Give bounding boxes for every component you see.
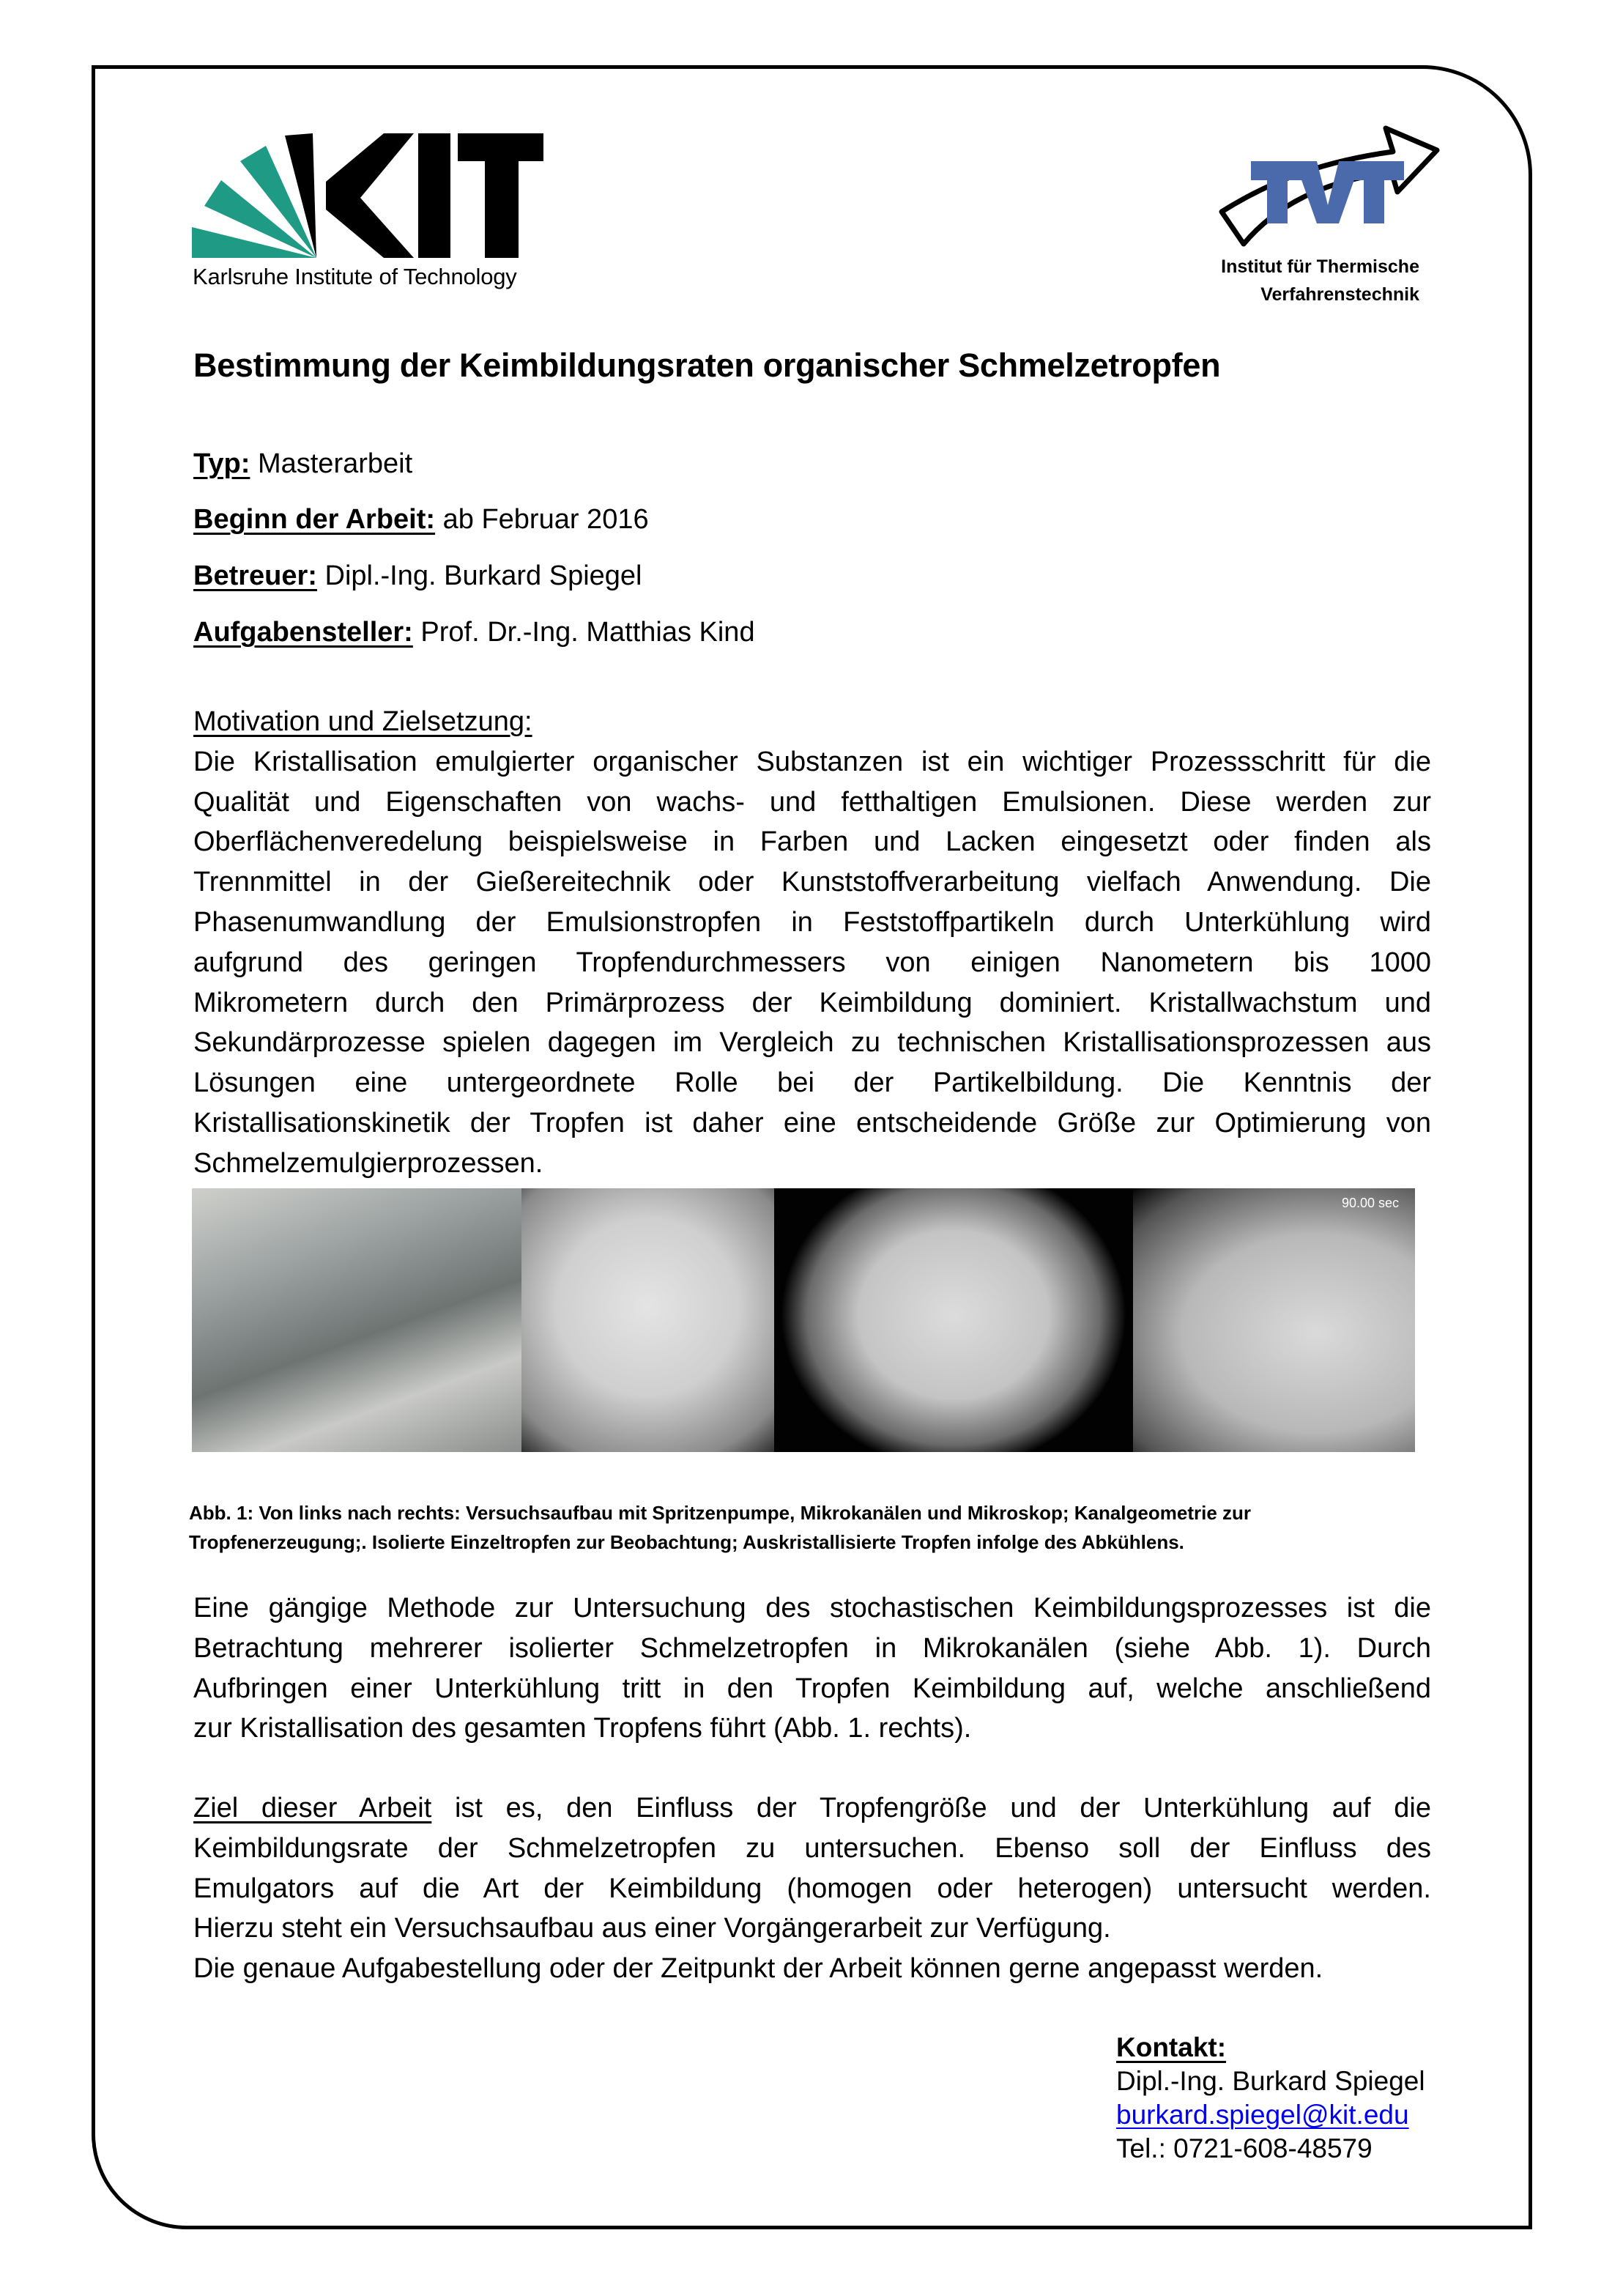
figure-panel-droplets [774, 1188, 1133, 1452]
tvt-subtitle-line: Verfahrenstechnik [1260, 284, 1419, 305]
text-line: Keimbildungsrate der Schmelzetropfen zu untersuchen. Ebenso soll der Einfluss des [193, 1832, 1431, 1864]
text-line: Die genaue Aufgabestellung oder der Zeitpunkt der Arbeit können gerne angepasst werden. [193, 1953, 1323, 1985]
figure-panel-setup [192, 1188, 521, 1452]
method-paragraph [193, 1588, 1431, 1749]
meta-label: Typ: [193, 448, 250, 479]
meta-examiner [193, 617, 755, 648]
figure-caption [189, 1498, 1251, 1557]
text-line: Aufbringen einer Unterkühlung tritt in den Tropfen Keimbildung auf, welche anschließend [193, 1673, 1431, 1704]
meta-type [193, 448, 412, 480]
goal-lead: Ziel dieser Arbeit [193, 1793, 432, 1823]
text-line: Emulgators auf die Art der Keimbildung (homogen oder heterogen) untersucht werden. [193, 1873, 1431, 1904]
tvt-subtitle [1221, 253, 1419, 308]
meta-supervisor [193, 560, 642, 592]
tvt-logo [1208, 114, 1443, 253]
text-line: aufgrund des geringen Tropfendurchmessers von einigen Nanometern bis 1000 [193, 947, 1431, 978]
goal-paragraph [193, 1788, 1431, 1989]
text-line: Lösungen eine untergeordnete Rolle bei der Partikelbildung. Die Kenntnis der [193, 1067, 1431, 1099]
text-line: Schmelzemulgierprozessen. [193, 1147, 543, 1179]
text-line: Qualität und Eigenschaften von wachs- und fetthaltigen Emulsionen. Diese werden zur [193, 786, 1431, 818]
contact-name: Dipl.-Ing. Burkard Spiegel [1116, 2066, 1425, 2096]
timestamp-overlay: 90.00 sec [1341, 1196, 1399, 1210]
text-line: Oberflächenveredelung beispielsweise in Farben und Lacken eingesetzt oder finden als [193, 826, 1431, 858]
caption-line: Abb. 1: Von links nach rechts: Versuchsaufbau mit Spritzenpumpe, Mikrokanälen und Mikroskop; Kanalgeometrie zur [189, 1502, 1252, 1524]
meta-label: Beginn der Arbeit: [193, 504, 436, 535]
contact-block [1116, 2031, 1425, 2166]
goal-first-line: ist es, den Einfluss der Tropfengröße und der Unterkühlung auf die [431, 1793, 1432, 1823]
text-line: Sekundärprozesse spielen dagegen im Vergleich zu technischen Kristallisationsprozessen aus [193, 1027, 1431, 1059]
text-line: Kristallisationskinetik der Tropfen ist daher eine entscheidende Größe zur Optimierung von [193, 1107, 1431, 1138]
text-line: Hierzu steht ein Versuchsaufbau aus einer Vorgängerarbeit zur Verfügung. [193, 1913, 1111, 1944]
contact-heading: Kontakt: [1116, 2032, 1227, 2062]
text-line: Die Kristallisation emulgierter organischer Substanzen ist ein wichtiger Prozessschritt für die [193, 746, 1431, 777]
text-line: Betrachtung mehrerer isolierter Schmelzetropfen in Mikrokanälen (siehe Abb. 1). Durch [193, 1632, 1431, 1664]
motivation-paragraph [193, 742, 1431, 1184]
kit-logo [192, 133, 543, 258]
meta-value: Masterarbeit [250, 448, 413, 479]
meta-value: Dipl.-Ing. Burkard Spiegel [316, 560, 642, 591]
meta-value: ab Februar 2016 [435, 504, 649, 535]
kit-subtitle: Karlsruhe Institute of Technology [193, 264, 517, 289]
meta-label: Betreuer: [193, 560, 317, 591]
page-title: Bestimmung der Keimbildungsraten organischer Schmelzetropfen [193, 347, 1221, 384]
figure-1 [192, 1188, 1415, 1452]
contact-email-link[interactable]: burkard.spiegel@kit.edu [1116, 2100, 1409, 2130]
motivation-section [193, 702, 1431, 1184]
text-line: zur Kristallisation des gesamten Tropfens führt (Abb. 1. rechts). [193, 1713, 972, 1744]
contact-phone: Tel.: 0721-608-48579 [1116, 2133, 1373, 2163]
text-line: Mikrometern durch den Primärprozess der Keimbildung dominiert. Kristallwachstum und [193, 987, 1431, 1018]
kit-letters-icon [326, 133, 543, 258]
meta-value: Prof. Dr.-Ing. Matthias Kind [412, 617, 755, 648]
motivation-heading: Motivation und Zielsetzung: [193, 706, 532, 737]
arrow-icon [1222, 128, 1437, 244]
meta-label: Aufgabensteller: [193, 617, 413, 648]
caption-line: Tropfenerzeugung;. Isolierte Einzeltropfen zur Beobachtung; Auskristallisierte Tropfen infolge des Abkühlens. [189, 1531, 1184, 1553]
tvt-subtitle-line: Institut für Thermische [1221, 256, 1419, 277]
kit-fan-icon [192, 133, 316, 258]
figure-panel-channel [521, 1188, 774, 1452]
text-line: Phasenumwandlung der Emulsionstropfen in Feststoffpartikeln durch Unterkühlung wird [193, 906, 1431, 938]
text-line: Trennmittel in der Gießereitechnik oder Kunststoffverarbeitung vielfach Anwendung. Die [193, 867, 1431, 898]
text-line: Eine gängige Methode zur Untersuchung des stochastischen Keimbildungsprozesses ist die [193, 1593, 1431, 1623]
meta-start [193, 504, 649, 536]
figure-panel-crystallized [1133, 1188, 1415, 1452]
